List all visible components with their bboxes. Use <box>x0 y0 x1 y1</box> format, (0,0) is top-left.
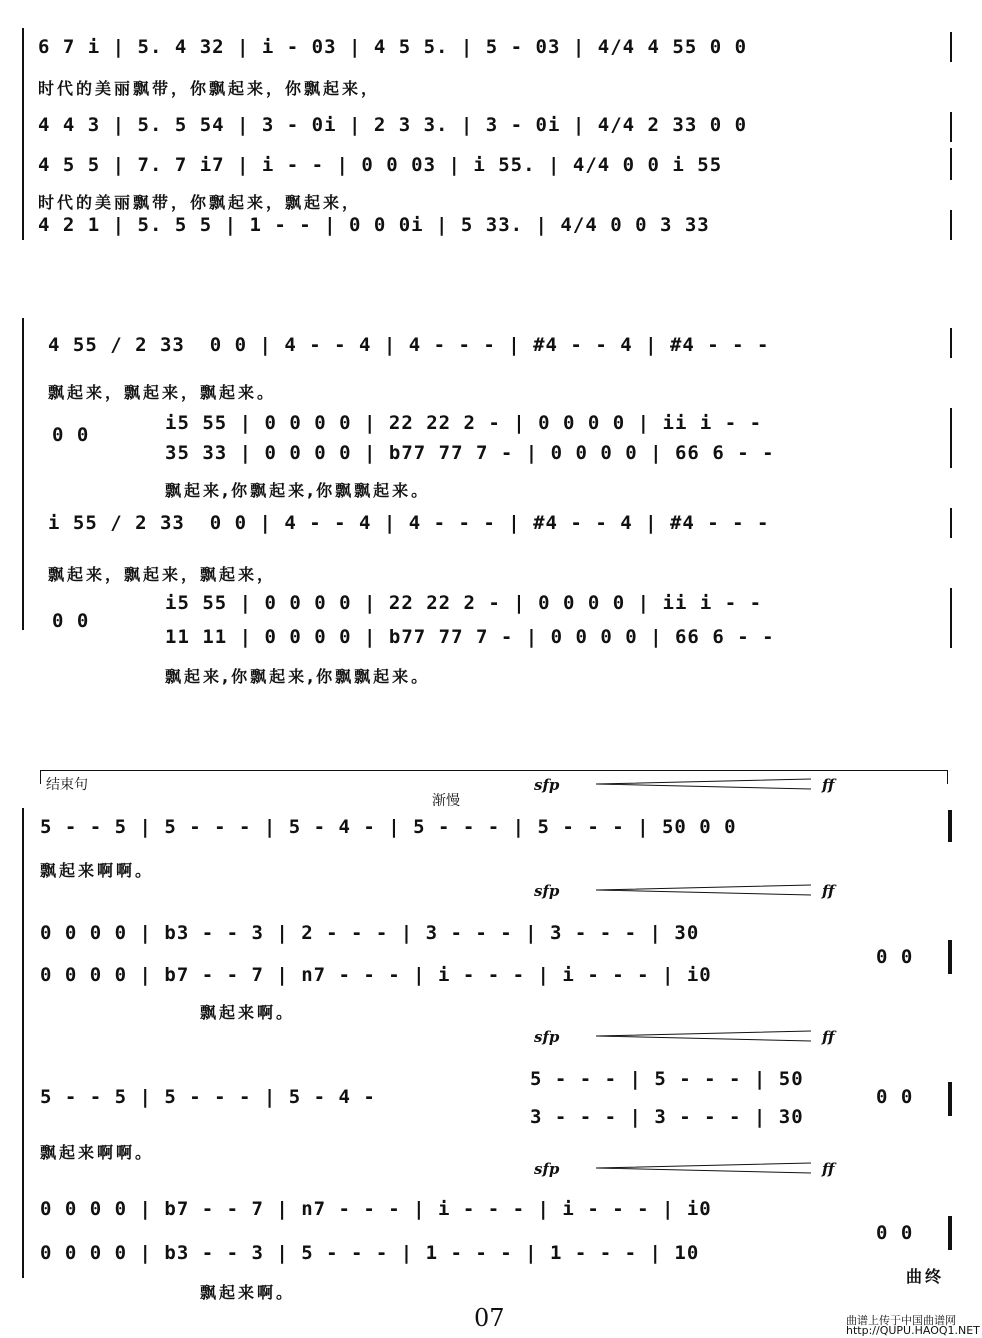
dynamic-ff: ff <box>822 776 835 794</box>
soprano-1-lyrics: 时代的美丽飘带，你飘起来，你飘起来， <box>38 79 381 98</box>
dynamic-ff: ff <box>822 1160 835 1178</box>
part-d1-lyrics: 飘起来啊啊。 <box>40 1143 155 1162</box>
soprano-1-notes: 6 7 i | 5. 4 32 | i - 03 | 4 5 5. | 5 - 03 | 4/4 4 55 0 0 <box>38 36 748 58</box>
system-bracket <box>22 318 24 630</box>
part-c1-notes: 5 - - 5 | 5 - - - | 5 - 4 - | 5 - - - | 5 - - - | 50 0 0 <box>40 816 737 838</box>
barline <box>950 112 952 142</box>
barline <box>950 210 952 240</box>
final-barline <box>948 940 952 974</box>
part-d1-end: 0 0 <box>876 1086 914 1108</box>
part-c2-lyrics: 飘起来啊。 <box>200 1003 296 1022</box>
dynamic-sfp: sfp <box>534 882 560 900</box>
barline <box>950 328 952 358</box>
barline <box>950 508 952 538</box>
crescendo-hairpin <box>596 1030 816 1042</box>
part-a2-lower: 35 33 | 0 0 0 0 | b77 77 7 - | 0 0 0 0 | 66 6 - - <box>165 442 775 464</box>
watermark-line-2: http://QUPU.HAOQ1.NET <box>846 1324 980 1337</box>
fine-marking: 曲终 <box>906 1267 945 1286</box>
part-b1-notes: i 55 / 2 33 0 0 | 4 - - 4 | 4 - - - | #4 - - 4 | #4 - - - <box>48 512 770 534</box>
alto-1-lyrics: 时代的美丽飘带，你飘起来，飘起来， <box>38 193 362 212</box>
bass-notes: 4 2 1 | 5. 5 5 | 1 - - | 0 0 0i | 5 33. | 4/4 0 0 3 33 <box>38 214 710 236</box>
part-a2-rest: 0 0 <box>52 424 90 446</box>
dynamic-ff: ff <box>822 882 835 900</box>
part-d2-lyrics: 飘起来啊。 <box>200 1283 296 1302</box>
barline <box>950 32 952 62</box>
crescendo-hairpin <box>596 1162 816 1174</box>
part-d1-lower: 3 - - - | 3 - - - | 30 <box>530 1106 804 1128</box>
barline <box>950 408 952 468</box>
dynamic-sfp: sfp <box>534 1160 560 1178</box>
part-c2-upper: 0 0 0 0 | b3 - - 3 | 2 - - - | 3 - - - | 3 - - - | 30 <box>40 922 700 944</box>
tempo-marking: 渐慢 <box>432 793 460 809</box>
system-bracket <box>22 808 24 1278</box>
crescendo-hairpin <box>596 884 816 896</box>
soprano-2-notes: 4 4 3 | 5. 5 54 | 3 - 0i | 2 3 3. | 3 - 0i | 4/4 2 33 0 0 <box>38 114 748 136</box>
part-a1-notes: 4 55 / 2 33 0 0 | 4 - - 4 | 4 - - - | #4 - - 4 | #4 - - - <box>48 334 770 356</box>
section-tick <box>947 770 948 784</box>
crescendo-hairpin <box>596 778 816 790</box>
final-barline <box>948 1082 952 1116</box>
part-c2-end: 0 0 <box>876 946 914 968</box>
final-barline <box>948 810 952 842</box>
page-number: 07 <box>474 1304 505 1332</box>
part-d2-lower: 0 0 0 0 | b3 - - 3 | 5 - - - | 1 - - - | 1 - - - | 10 <box>40 1242 700 1264</box>
final-barline <box>948 1216 952 1250</box>
part-d1-notes: 5 - - 5 | 5 - - - | 5 - 4 - <box>40 1086 376 1108</box>
watermark-line-1: 曲谱上传于中国曲谱网 <box>846 1314 956 1327</box>
part-d2-upper: 0 0 0 0 | b7 - - 7 | n7 - - - | i - - - | i - - - | i0 <box>40 1198 712 1220</box>
part-c1-lyrics: 飘起来啊啊。 <box>40 861 155 880</box>
part-a1-lyrics: 飘起来，飘起来，飘起来。 <box>48 383 277 402</box>
section-tick <box>40 770 41 784</box>
alto-1-notes: 4 5 5 | 7. 7 i7 | i - - | 0 0 03 | i 55. | 4/4 0 0 i 55 <box>38 154 723 176</box>
part-a2-lyrics: 飘起来,你飘起来,你飘飘起来。 <box>165 481 431 500</box>
dynamic-sfp: sfp <box>534 1028 560 1046</box>
section-label: 结束句 <box>46 777 88 793</box>
part-b1-lyrics: 飘起来，飘起来，飘起来， <box>48 565 277 584</box>
dynamic-ff: ff <box>822 1028 835 1046</box>
part-b2-lower: 11 11 | 0 0 0 0 | b77 77 7 - | 0 0 0 0 | 66 6 - - <box>165 626 775 648</box>
part-a2-upper: i5 55 | 0 0 0 0 | 22 22 2 - | 0 0 0 0 | ii i - - <box>165 412 763 434</box>
dynamic-sfp: sfp <box>534 776 560 794</box>
part-b2-upper: i5 55 | 0 0 0 0 | 22 22 2 - | 0 0 0 0 | ii i - - <box>165 592 763 614</box>
part-d1-upper: 5 - - - | 5 - - - | 50 <box>530 1068 804 1090</box>
part-d2-end: 0 0 <box>876 1222 914 1244</box>
part-b2-lyrics: 飘起来,你飘起来,你飘飘起来。 <box>165 667 431 686</box>
part-b2-rest: 0 0 <box>52 610 90 632</box>
part-c2-lower: 0 0 0 0 | b7 - - 7 | n7 - - - | i - - - | i - - - | i0 <box>40 964 712 986</box>
barline <box>950 148 952 180</box>
system-bracket <box>22 28 24 240</box>
section-line <box>40 770 948 771</box>
barline <box>950 588 952 648</box>
